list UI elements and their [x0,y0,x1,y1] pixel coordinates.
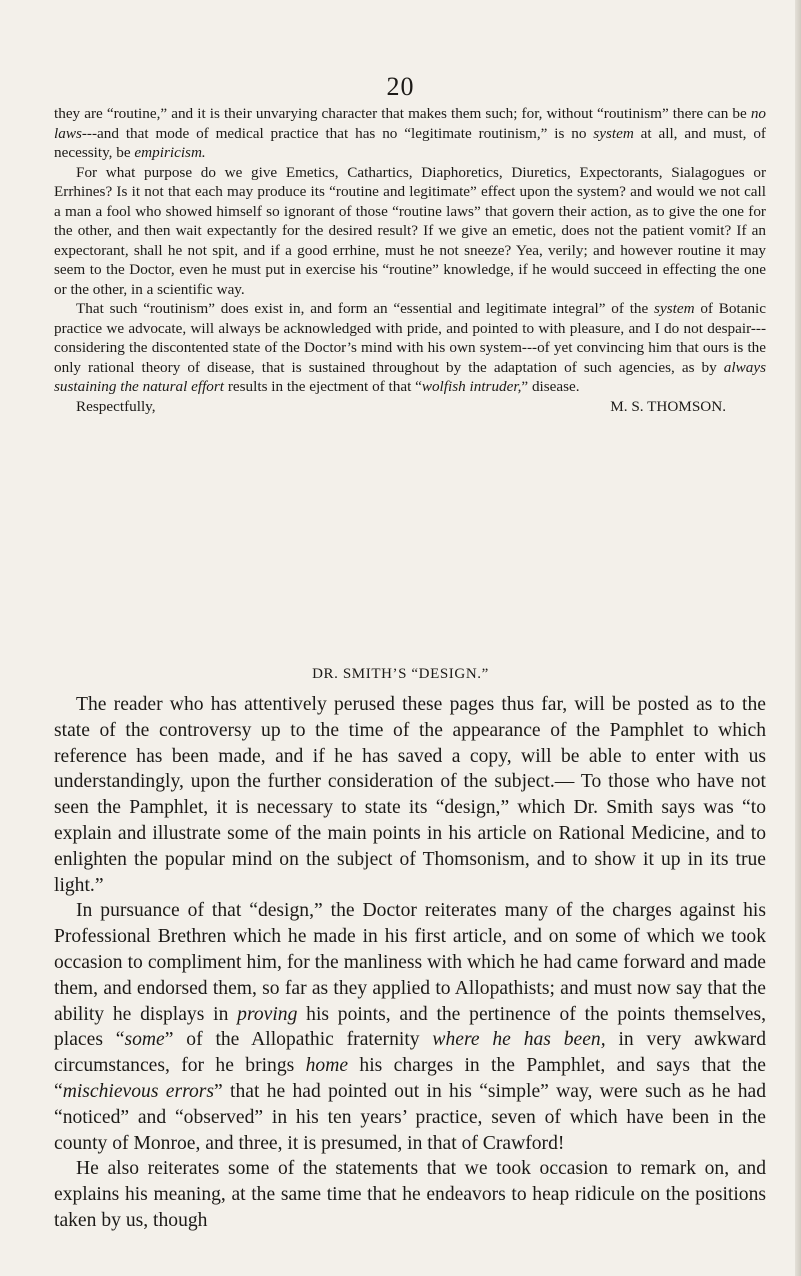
letter-signature-line [54,397,766,417]
letter-closing: Respectfully, [76,397,156,415]
letter-paragraph-1: they are “routine,” and it is their unvarying character that makes them such; for, without “routinism” there can be no laws---and that mode of medical practice that has no “legitimate routinism,” is no system at all, and must, of necessity, be empiricism. [54,105,766,161]
page-number: 20 [386,72,415,101]
page-edge [795,0,801,1276]
article-paragraph-3: He also reiterates some of the statements that we took occasion to remark on, and explains his meaning, at the same time that he endeavors to heap ridicule on the positions taken by us, though [54,1158,766,1231]
letter-paragraph-3: That such “routinism” does exist in, and form an “essential and legitimate integral” of the system of Botanic practice we advocate, will always be acknowledged with pride, and pointed to with pleasure, and I do not despair---considering the discontented state of the Doctor’s mind with his own system---of yet convincing him that ours is the only rational theory of disease, that is sustained throughout by the adaptation of such agencies, as by always sustaining the natural effort results in the ejectment of that “wolfish intruder,” disease. [54,300,766,395]
section-heading: DR. SMITH’S “DESIGN.” [312,666,489,682]
letter-signature: M. S. THOMSON. [610,397,726,415]
letter-paragraph-2: For what purpose do we give Emetics, Cathartics, Diaphoretics, Diuretics, Expectorants, Sialagogues or Errhines? Is it not that each may produce its “routine and legitimate” effect upon the system? and would we not call a man a fool who showed himself so ignorant of those “routine laws” that govern their action, as to give the one for the other, and then wait expectantly for the desired result? If we give an emetic, does not the patient vomit? If an expectorant, shall he not spit, and if a good errhine, must he not sneeze? Yea, verily; and however routine it may seem to the Doctor, even he must put in exercise his “routine” knowledge, if he would succeed in effecting the one or the other, in a scientific way. [54,163,766,298]
article-section [54,692,766,1234]
letter-section [54,104,766,416]
article-paragraph-2: In pursuance of that “design,” the Doctor reiterates many of the charges against his Professional Brethren which he made in his first article, and on some of which we took occasion to compliment him, for the manliness with which he had came forward and made them, and endorsed them, so far as they applied to Allopathists; and must now say that the ability he displays in proving his points, and the pertinence of the points themselves, places “some” of the Allopathic fraternity where he has been, in very awkward circumstances, for he brings home his charges in the Pamphlet, and says that the “mischievous errors” that he had pointed out in his “simple” way, were such as he had “noticed” and “observed” in his ten years’ practice, seven of which have been in the county of Monroe, and three, it is presumed, in that of Crawford! [54,900,767,1154]
article-paragraph-1: The reader who has attentively perused these pages thus far, will be posted as to the state of the controversy up to the time of the appearance of the Pamphlet to which reference has been made, and if he has saved a copy, will be able to enter with us understandingly, upon the further consideration of the subject.— To those who have not seen the Pamphlet, it is necessary to state its “design,” which Dr. Smith says was “to explain and illustrate some of the main points in his article on Rational Medicine, and to enlighten the popular mind on the subject of Thomsonism, and to show it up in its true light.” [54,694,766,896]
